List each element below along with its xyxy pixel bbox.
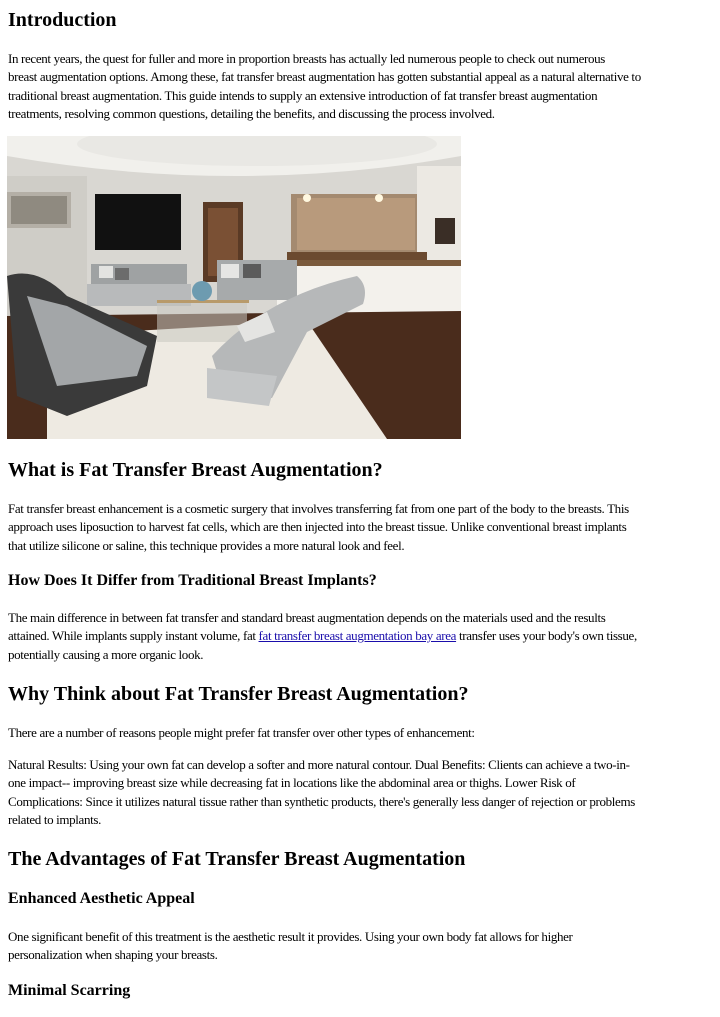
what-is-line: that utilize silicone or saline, this technique provides a more natural look and feel. (8, 537, 405, 553)
why-intro-line: There are a number of reasons people might prefer fat transfer over other types of enhancement: (8, 725, 475, 740)
why-heading: Why Think about Fat Transfer Breast Augmentation? (8, 683, 469, 705)
aesthetic-heading: Enhanced Aesthetic Appeal (8, 890, 195, 907)
differ-line: The main difference in between fat transfer and standard breast augmentation depends on the materials used and the results (8, 610, 606, 625)
why-line: Complications: Since it utilizes natural tissue rather than synthetic products, there's generally less danger of rejection or problems (8, 793, 635, 809)
differ-line-before: attained. While implants supply instant volume, fat (8, 628, 259, 644)
why-intro-paragraph (8, 724, 714, 742)
why-reasons-paragraph (8, 756, 714, 829)
what-is-line: Fat transfer breast enhancement is a cosmetic surgery that involves transferring fat from one part of the body to the breasts. This (8, 501, 629, 516)
aesthetic-line: One significant benefit of this treatment is the aesthetic result it provides. Using your own body fat allows for higher (8, 929, 573, 944)
why-line: related to implants. (8, 811, 102, 827)
what-is-paragraph (8, 500, 714, 555)
differ-line (8, 627, 714, 645)
intro-line: traditional breast augmentation. This guide intends to supply an extensive introduction of fat transfer breast augmentation (8, 87, 598, 103)
scarring-heading: Minimal Scarring (8, 982, 131, 999)
differ-heading: How Does It Differ from Traditional Breast Implants? (8, 572, 377, 589)
what-is-line: approach uses liposuction to harvest fat cells, which are then injected into the breast tissue. Unlike conventional breast implants (8, 519, 627, 535)
intro-paragraph (8, 50, 714, 123)
differ-paragraph (8, 609, 714, 664)
intro-line: treatments, resolving common questions, detailing the benefits, and discussing the process involved. (8, 105, 495, 121)
office-lounge-photo (7, 136, 461, 439)
intro-heading: Introduction (8, 9, 117, 31)
intro-line: In recent years, the quest for fuller and more in proportion breasts has actually led numerous people to check out numerous (8, 51, 605, 66)
aesthetic-paragraph (8, 928, 714, 965)
aesthetic-line: personalization when shaping your breasts. (8, 947, 218, 963)
what-is-heading: What is Fat Transfer Breast Augmentation? (8, 459, 383, 481)
fat-transfer-bay-area-link[interactable]: fat transfer breast augmentation bay area (258, 628, 457, 644)
why-line: one impact-- improving breast size while decreasing fat in locations like the abdominal area or thighs. Lower Risk of (8, 775, 576, 791)
why-line: Natural Results: Using your own fat can develop a softer and more natural contour. Dual Benefits: Clients can achieve a two-in- (8, 757, 630, 772)
advantages-heading: The Advantages of Fat Transfer Breast Augmentation (8, 848, 466, 870)
differ-line: potentially causing a more organic look. (8, 646, 204, 662)
differ-line-after: transfer uses your body's own tissue, (456, 628, 637, 644)
intro-line: breast augmentation options. Among these, fat transfer breast augmentation has gotten substantial appeal as a natural alternative to (8, 69, 641, 85)
